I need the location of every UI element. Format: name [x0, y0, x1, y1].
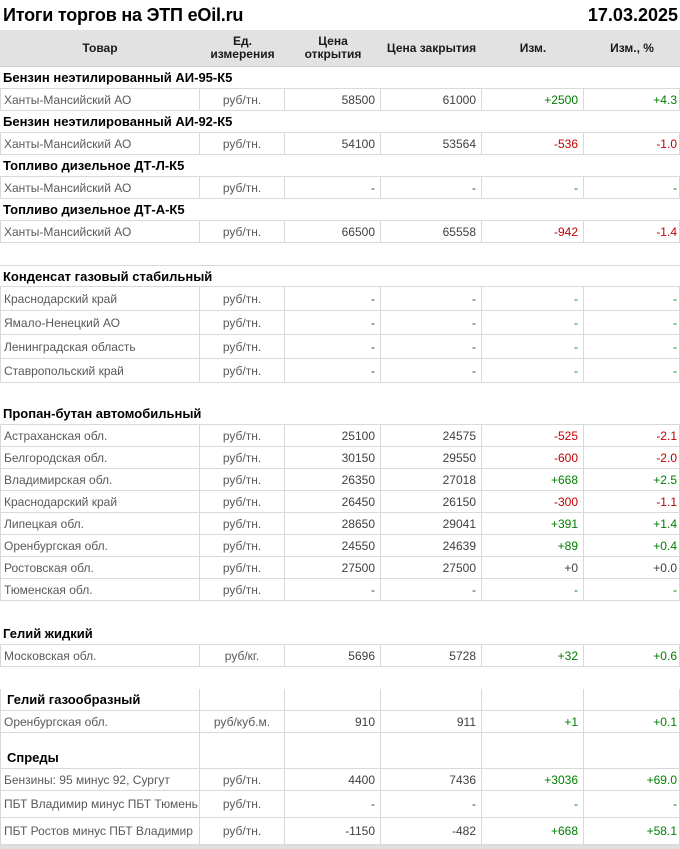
- open-price-cell: 66500: [285, 221, 381, 243]
- unit-cell: руб/тн.: [200, 535, 285, 557]
- section-header-row: [0, 155, 680, 177]
- close-price-cell: 53564: [381, 133, 482, 155]
- table-row: [0, 287, 680, 311]
- product-name-cell: Владимирская обл.: [0, 469, 200, 491]
- table-row: [0, 311, 680, 335]
- change-cell: -942: [482, 221, 584, 243]
- open-price-cell: 26350: [285, 469, 381, 491]
- open-price-cell: 30150: [285, 447, 381, 469]
- change-cell: -: [482, 287, 584, 311]
- change-cell: +668: [482, 469, 584, 491]
- table-row: [0, 535, 680, 557]
- change-cell: -: [482, 177, 584, 199]
- product-name-cell: Тюменская обл.: [0, 579, 200, 601]
- close-price-cell: -: [381, 791, 482, 818]
- close-price-cell: -: [381, 287, 482, 311]
- close-price-cell: -: [381, 311, 482, 335]
- product-name-cell: Краснодарский край: [0, 491, 200, 513]
- column-header-unit: Ед. измерения: [210, 34, 275, 61]
- product-name-cell: Краснодарский край: [0, 287, 200, 311]
- section-empty-cell: [285, 689, 381, 710]
- change-pct-cell: +0.0: [584, 557, 680, 579]
- unit-cell: руб/тн.: [200, 133, 285, 155]
- product-name-cell: Белгородская обл.: [0, 447, 200, 469]
- unit-cell: руб/тн.: [200, 359, 285, 383]
- close-price-cell: -: [381, 335, 482, 359]
- table-row: [0, 359, 680, 383]
- open-price-cell: 58500: [285, 89, 381, 111]
- change-pct-cell: -: [584, 311, 680, 335]
- table-row: [0, 425, 680, 447]
- spacer-cell: [200, 733, 285, 747]
- section-empty-cell: [584, 689, 680, 710]
- table-row: [0, 579, 680, 601]
- product-name-cell: Ставропольский край: [0, 359, 200, 383]
- close-price-cell: 26150: [381, 491, 482, 513]
- table-row: [0, 711, 680, 733]
- change-pct-cell: +0.6: [584, 645, 680, 667]
- open-price-cell: -: [285, 335, 381, 359]
- change-pct-cell: +69.0: [584, 769, 680, 791]
- open-price-cell: 4400: [285, 769, 381, 791]
- open-price-cell: -: [285, 359, 381, 383]
- section-header-row: [0, 111, 680, 133]
- open-price-cell: 54100: [285, 133, 381, 155]
- table-row: [0, 491, 680, 513]
- column-header-open: Цена открытия: [304, 34, 362, 61]
- close-price-cell: 29550: [381, 447, 482, 469]
- change-pct-cell: -1.0: [584, 133, 680, 155]
- close-price-cell: 24639: [381, 535, 482, 557]
- product-name-cell: Ленинградская область: [0, 335, 200, 359]
- table-row: [0, 791, 680, 818]
- section-header-row: [0, 265, 680, 287]
- table-row: [0, 513, 680, 535]
- product-name-cell: ПБТ Ростов минус ПБТ Владимир: [0, 818, 200, 845]
- unit-cell: руб/куб.м.: [200, 711, 285, 733]
- unit-cell: руб/тн.: [200, 513, 285, 535]
- change-pct-cell: +4.3: [584, 89, 680, 111]
- open-price-cell: -: [285, 791, 381, 818]
- change-cell: -600: [482, 447, 584, 469]
- change-pct-cell: -2.0: [584, 447, 680, 469]
- column-header-change: Изм.: [519, 40, 547, 55]
- change-cell: -: [482, 579, 584, 601]
- report-date: 17.03.2025: [587, 4, 678, 25]
- change-pct-cell: -: [584, 177, 680, 199]
- change-cell: +89: [482, 535, 584, 557]
- close-price-cell: 911: [381, 711, 482, 733]
- table-row: [0, 557, 680, 579]
- change-cell: -: [482, 335, 584, 359]
- open-price-cell: -: [285, 311, 381, 335]
- product-name-cell: Ханты-Мансийский АО: [0, 177, 200, 199]
- change-pct-cell: +58.1: [584, 818, 680, 845]
- open-price-cell: -1150: [285, 818, 381, 845]
- product-name-cell: Астраханская обл.: [0, 425, 200, 447]
- open-price-cell: 5696: [285, 645, 381, 667]
- section-title: Гелий газообразный: [0, 689, 200, 710]
- spacer-row: [0, 243, 680, 265]
- change-cell: -300: [482, 491, 584, 513]
- change-pct-cell: -: [584, 359, 680, 383]
- section-empty-cell: [200, 747, 285, 768]
- close-price-cell: 24575: [381, 425, 482, 447]
- table-row: [0, 335, 680, 359]
- close-price-cell: 27018: [381, 469, 482, 491]
- close-price-cell: 5728: [381, 645, 482, 667]
- open-price-cell: 25100: [285, 425, 381, 447]
- table-header-row: [0, 30, 680, 67]
- close-price-cell: 61000: [381, 89, 482, 111]
- open-price-cell: -: [285, 579, 381, 601]
- close-price-cell: -: [381, 579, 482, 601]
- section-empty-cell: [381, 747, 482, 768]
- section-header-row: [0, 689, 680, 711]
- spacer-cell: [381, 733, 482, 747]
- change-pct-cell: +2.5: [584, 469, 680, 491]
- section-empty-cell: [584, 747, 680, 768]
- product-name-cell: Ямало-Ненецкий АО: [0, 311, 200, 335]
- unit-cell: руб/кг.: [200, 645, 285, 667]
- table-row: [0, 133, 680, 155]
- spacer-cell: [584, 733, 680, 747]
- unit-cell: руб/тн.: [200, 469, 285, 491]
- close-price-cell: 27500: [381, 557, 482, 579]
- close-price-cell: -: [381, 177, 482, 199]
- open-price-cell: 26450: [285, 491, 381, 513]
- unit-cell: руб/тн.: [200, 335, 285, 359]
- table-row: [0, 818, 680, 845]
- change-cell: +32: [482, 645, 584, 667]
- product-name-cell: Оренбургская обл.: [0, 711, 200, 733]
- change-cell: +1: [482, 711, 584, 733]
- section-empty-cell: [200, 689, 285, 710]
- change-cell: -: [482, 791, 584, 818]
- section-header-row: [0, 747, 680, 769]
- open-price-cell: -: [285, 287, 381, 311]
- unit-cell: руб/тн.: [200, 447, 285, 469]
- change-pct-cell: +0.4: [584, 535, 680, 557]
- spacer-cell: [482, 733, 584, 747]
- column-header-product: Товар: [82, 40, 118, 55]
- product-name-cell: Московская обл.: [0, 645, 200, 667]
- open-price-cell: 28650: [285, 513, 381, 535]
- product-name-cell: Ханты-Мансийский АО: [0, 133, 200, 155]
- section-title: Бензин неэтилированный АИ-95-К5: [3, 70, 233, 85]
- section-header-row: [0, 623, 680, 645]
- title-bar: [0, 0, 680, 30]
- change-pct-cell: -1.4: [584, 221, 680, 243]
- section-title: Бензин неэтилированный АИ-92-К5: [3, 114, 233, 129]
- close-price-cell: -: [381, 359, 482, 383]
- section-empty-cell: [482, 747, 584, 768]
- change-cell: +668: [482, 818, 584, 845]
- column-header-close: Цена закрытия: [386, 40, 477, 55]
- unit-cell: руб/тн.: [200, 579, 285, 601]
- product-name-cell: Ханты-Мансийский АО: [0, 89, 200, 111]
- table-row: [0, 89, 680, 111]
- section-title: Топливо дизельное ДТ-А-К5: [3, 202, 185, 217]
- spacer-cell: [0, 733, 200, 747]
- section-header-row: [0, 67, 680, 89]
- unit-cell: руб/тн.: [200, 177, 285, 199]
- unit-cell: руб/тн.: [200, 818, 285, 845]
- open-price-cell: 910: [285, 711, 381, 733]
- spacer-cell: [285, 733, 381, 747]
- product-name-cell: Липецкая обл.: [0, 513, 200, 535]
- section-empty-cell: [482, 689, 584, 710]
- change-cell: +2500: [482, 89, 584, 111]
- open-price-cell: -: [285, 177, 381, 199]
- spacer-row: [0, 667, 680, 689]
- change-cell: +3036: [482, 769, 584, 791]
- column-header-change-pct: Изм., %: [610, 40, 654, 55]
- table-row: [0, 221, 680, 243]
- close-price-cell: 7436: [381, 769, 482, 791]
- open-price-cell: 24550: [285, 535, 381, 557]
- change-pct-cell: -2.1: [584, 425, 680, 447]
- unit-cell: руб/тн.: [200, 221, 285, 243]
- open-price-cell: 27500: [285, 557, 381, 579]
- unit-cell: руб/тн.: [200, 89, 285, 111]
- change-cell: -525: [482, 425, 584, 447]
- change-pct-cell: -: [584, 335, 680, 359]
- footer-bar: [0, 845, 680, 849]
- unit-cell: руб/тн.: [200, 491, 285, 513]
- change-pct-cell: -1.1: [584, 491, 680, 513]
- section-empty-cell: [381, 689, 482, 710]
- unit-cell: руб/тн.: [200, 791, 285, 818]
- change-pct-cell: -: [584, 579, 680, 601]
- table-row: [0, 769, 680, 791]
- table-row: [0, 469, 680, 491]
- change-cell: +0: [482, 557, 584, 579]
- table-body: [0, 67, 680, 845]
- close-price-cell: -482: [381, 818, 482, 845]
- product-name-cell: Бензины: 95 минус 92, Сургут: [0, 769, 200, 791]
- change-cell: -536: [482, 133, 584, 155]
- unit-cell: руб/тн.: [200, 557, 285, 579]
- section-header-row: [0, 199, 680, 221]
- section-title: Пропан-бутан автомобильный: [3, 406, 202, 421]
- table-row: [0, 177, 680, 199]
- unit-cell: руб/тн.: [200, 287, 285, 311]
- unit-cell: руб/тн.: [200, 425, 285, 447]
- product-name-cell: Ханты-Мансийский АО: [0, 221, 200, 243]
- change-pct-cell: +1.4: [584, 513, 680, 535]
- change-cell: -: [482, 359, 584, 383]
- unit-cell: руб/тн.: [200, 311, 285, 335]
- close-price-cell: 65558: [381, 221, 482, 243]
- change-cell: -: [482, 311, 584, 335]
- page-title: Итоги торгов на ЭТП eOil.ru: [3, 4, 244, 25]
- section-title: Топливо дизельное ДТ-Л-К5: [3, 158, 185, 173]
- change-cell: +391: [482, 513, 584, 535]
- product-name-cell: Ростовская обл.: [0, 557, 200, 579]
- spacer-row: [0, 383, 680, 403]
- section-header-row: [0, 403, 680, 425]
- section-title: Конденсат газовый стабильный: [3, 268, 213, 284]
- section-title: Спреды: [0, 747, 200, 768]
- close-price-cell: 29041: [381, 513, 482, 535]
- product-name-cell: ПБТ Владимир минус ПБТ Тюмень: [0, 791, 200, 818]
- table-row: [0, 645, 680, 667]
- table-row: [0, 447, 680, 469]
- product-name-cell: Оренбургская обл.: [0, 535, 200, 557]
- change-pct-cell: +0.1: [584, 711, 680, 733]
- spacer-row: [0, 601, 680, 623]
- unit-cell: руб/тн.: [200, 769, 285, 791]
- change-pct-cell: -: [584, 287, 680, 311]
- section-empty-cell: [285, 747, 381, 768]
- change-pct-cell: -: [584, 791, 680, 818]
- section-title: Гелий жидкий: [3, 626, 93, 641]
- spacer-row: [0, 733, 680, 747]
